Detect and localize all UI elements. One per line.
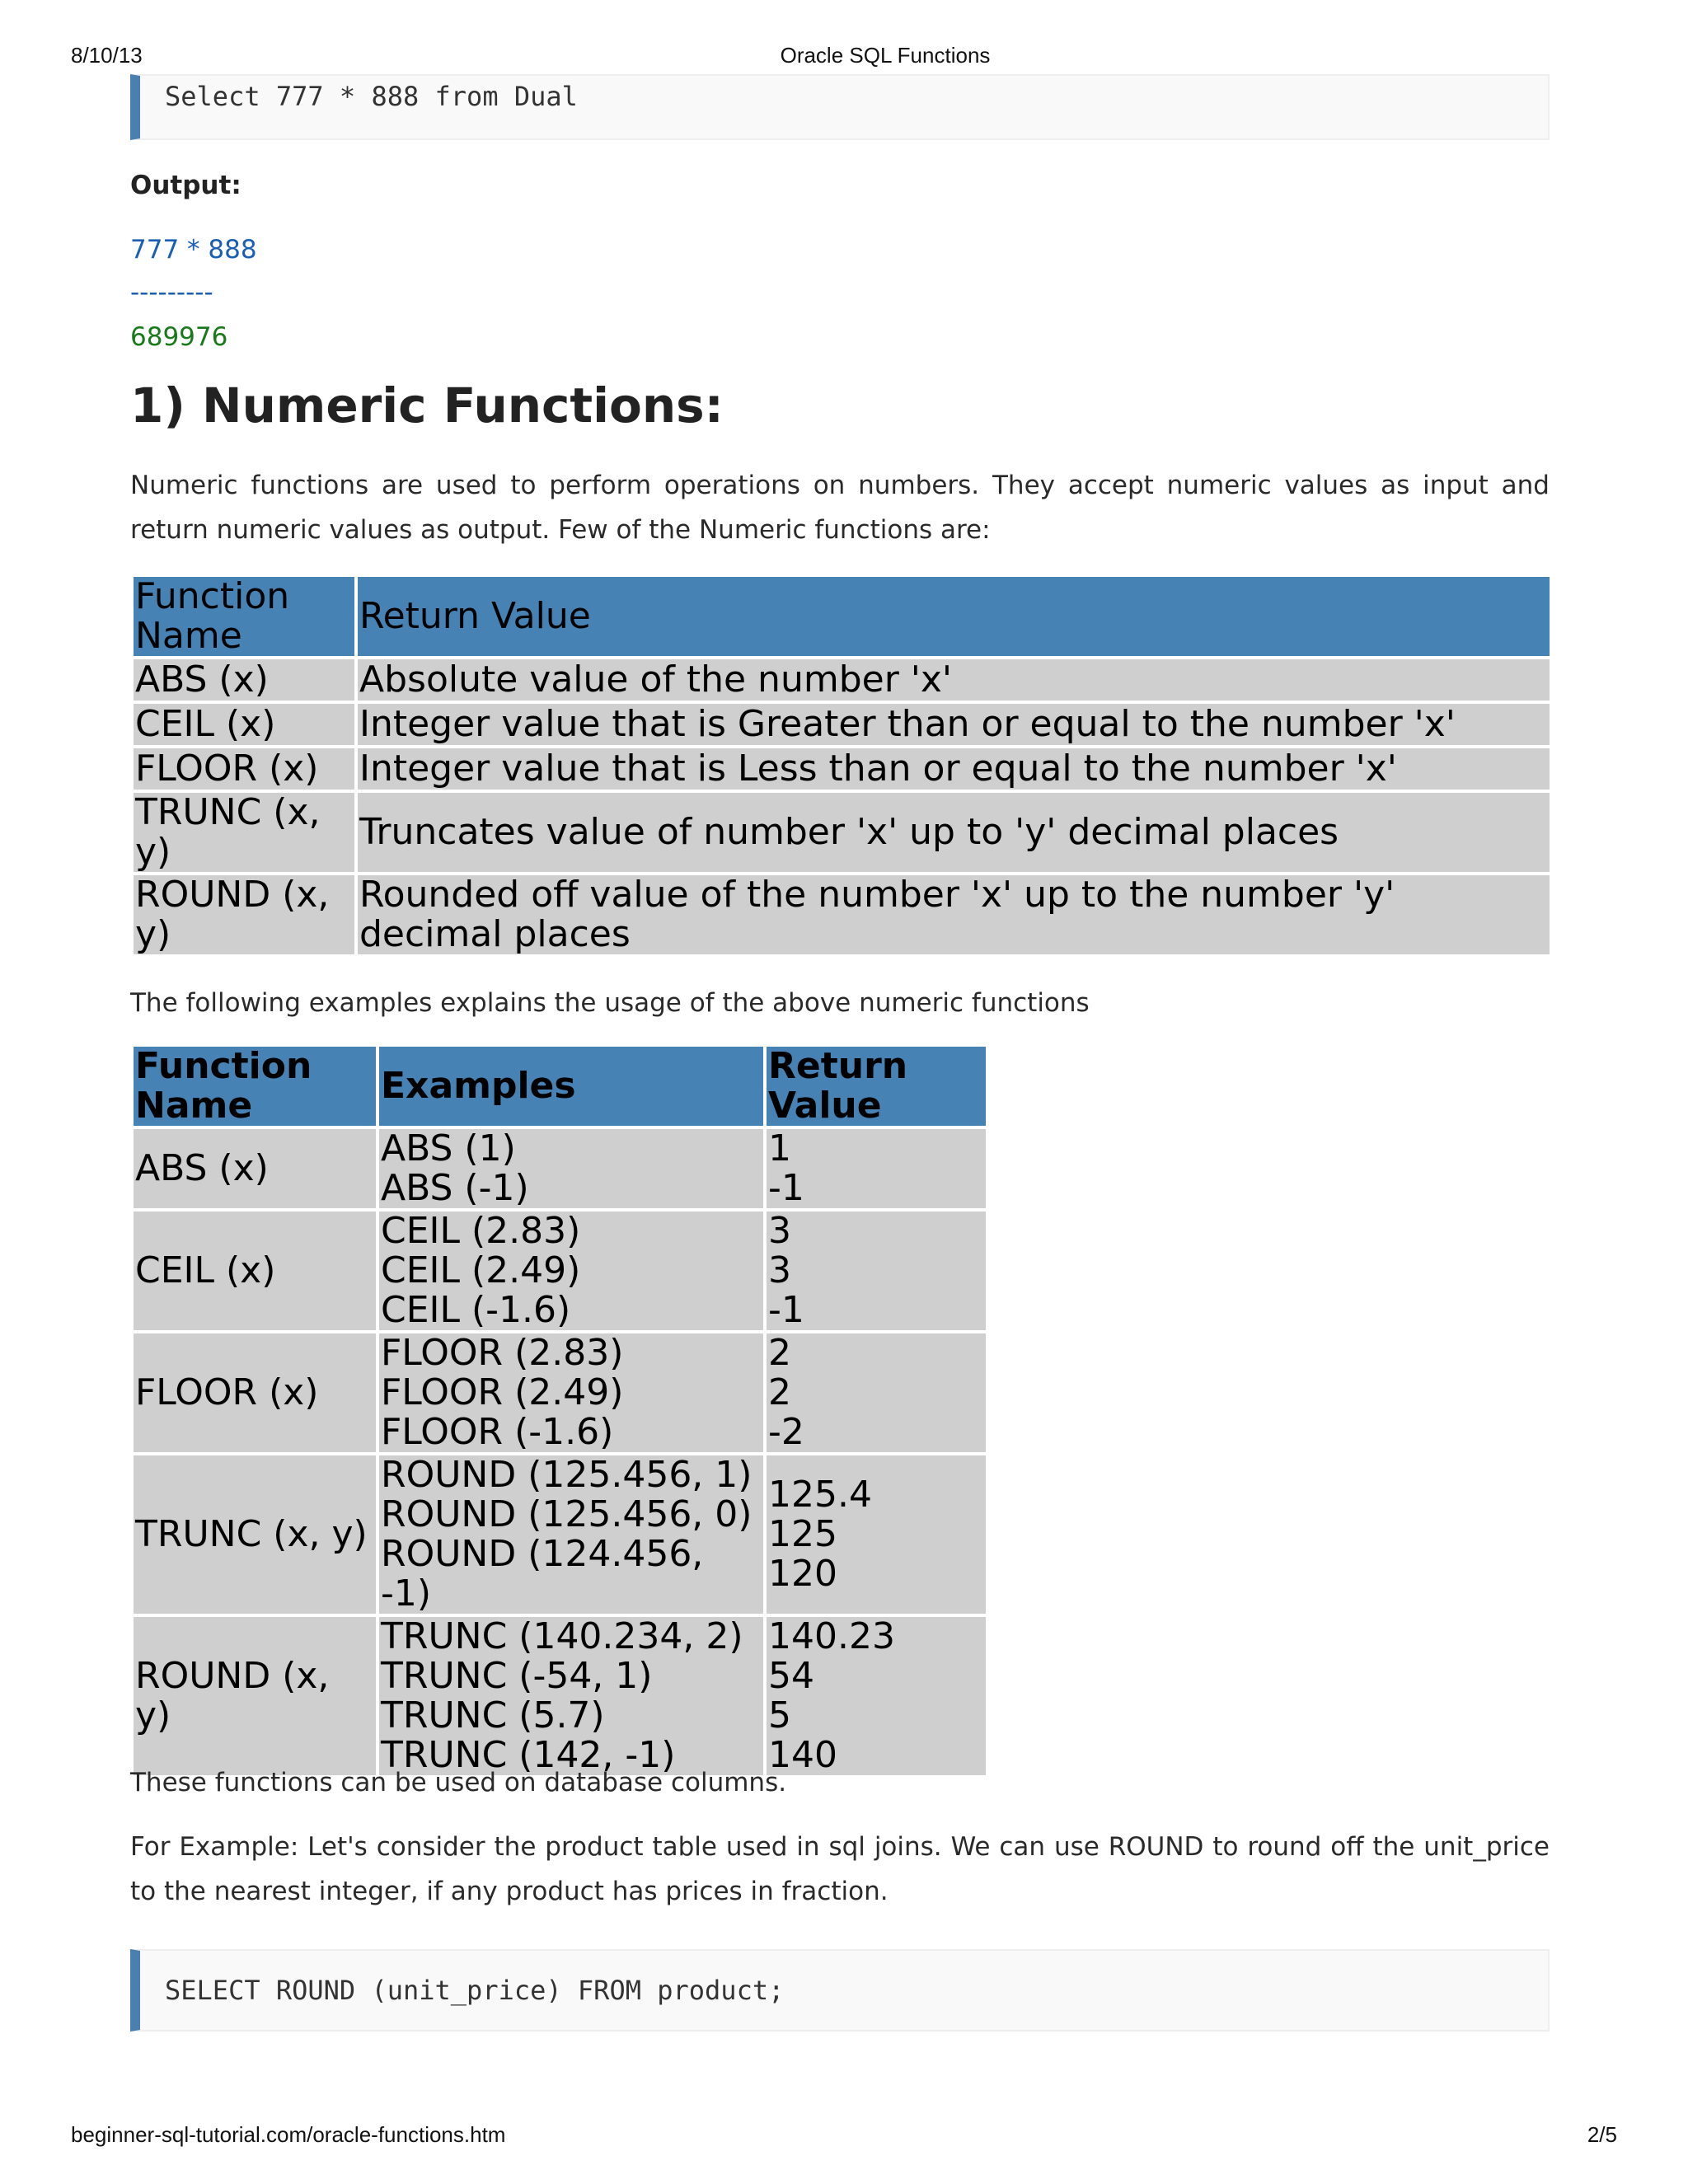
example-paragraph: For Example: Let's consider the product table used in sql joins. We can use ROUND to round off the unit_price to the nearest integer, if any product has prices in fraction. [130,1832,1550,1906]
function-name-cell: ROUND (x, y) [134,1617,376,1775]
function-name-cell: FLOOR (x) [134,748,354,790]
return-value-cell [767,1455,986,1614]
column-header: Function Name [134,577,354,656]
header-date: 8/10/13 [71,43,143,68]
return-value-cell: Truncates value of number 'x' up to 'y' decimal places [358,793,1550,872]
examples-cell [379,1212,763,1330]
function-name-cell: ROUND (x, y) [134,875,354,954]
code-text: SELECT ROUND (unit_price) FROM product; [165,1975,785,2006]
footer-page-number: 2/5 [1587,2122,1617,2147]
output-label: Output: [130,171,241,200]
return-value-line: -1 [768,1289,804,1331]
function-name-cell: ABS (x) [134,659,354,701]
examples-intro: The following examples explains the usage of the above numeric functions [130,988,1090,1018]
output-expression: 777 * 888 [130,235,257,265]
table-row [134,793,1550,872]
return-value-cell: Integer value that is Less than or equal to the number 'x' [358,748,1550,790]
header-title: Oracle SQL Functions [780,43,991,68]
return-value-line: -1 [768,1167,804,1209]
table-row [134,1333,986,1452]
code-block-select [130,74,1550,140]
example-line: ABS (1) [381,1127,516,1169]
return-value-line: 2 [768,1371,791,1413]
section-heading: 1) Numeric Functions: [130,377,724,434]
function-name-cell: ABS (x) [134,1129,376,1208]
example-line: FLOOR (-1.6) [381,1411,614,1453]
return-value-line: 2 [768,1332,791,1374]
return-value-cell [767,1333,986,1452]
return-value-cell [767,1212,986,1330]
return-value-line: 1 [768,1127,791,1169]
return-value-line: 125.4 [768,1474,872,1516]
numeric-functions-table [130,574,1553,958]
intro-paragraph: Numeric functions are used to perform operations on numbers. They accept numeric values as input and return numeric values as output. Few of the Numeric functions are: [130,471,1550,545]
example-line: FLOOR (2.83) [381,1332,624,1374]
output-separator: --------- [130,278,213,307]
examples-cell [379,1333,763,1452]
example-line: TRUNC (-54, 1) [381,1655,653,1697]
example-line: TRUNC (142, -1) [381,1734,676,1776]
return-value-cell [767,1617,986,1775]
return-value-line: 54 [768,1655,814,1697]
column-header: Return Value [767,1047,986,1126]
table-row [134,875,1550,954]
table-row [134,1455,986,1614]
db-note: These functions can be used on database columns. [130,1768,787,1797]
table-row [134,1212,986,1330]
footer-url: beginner-sql-tutorial.com/oracle-functions.htm [71,2122,506,2147]
examples-cell [379,1455,763,1614]
column-header: Examples [379,1047,763,1126]
return-value-line: 140 [768,1734,837,1776]
example-line: CEIL (-1.6) [381,1289,571,1331]
example-line: ABS (-1) [381,1167,529,1209]
table-header-row [134,577,1550,656]
function-name-cell: CEIL (x) [134,704,354,745]
example-line: TRUNC (140.234, 2) [381,1615,743,1657]
example-line: FLOOR (2.49) [381,1371,624,1413]
example-line: ROUND (124.456, -1) [381,1533,704,1615]
examples-table [130,1043,989,1779]
column-header: Return Value [358,577,1550,656]
example-line: ROUND (125.456, 0) [381,1493,753,1535]
table-row [134,704,1550,745]
code-block-round [130,1949,1550,2032]
return-value-line: 120 [768,1553,837,1595]
output-value: 689976 [130,322,228,352]
example-line: CEIL (2.83) [381,1210,581,1252]
return-value-line: 125 [768,1513,837,1555]
function-name-cell: TRUNC (x, y) [134,793,354,872]
return-value-cell: Integer value that is Greater than or equal to the number 'x' [358,704,1550,745]
table-row [134,1129,986,1208]
return-value-line: 3 [768,1249,791,1291]
table-header-row [134,1047,986,1126]
table-row [134,748,1550,790]
return-value-line: 140.23 [768,1615,895,1657]
example-line: CEIL (2.49) [381,1249,581,1291]
examples-cell [379,1617,763,1775]
return-value-line: -2 [768,1411,804,1453]
table-row [134,1617,986,1775]
return-value-cell: Absolute value of the number 'x' [358,659,1550,701]
example-line: TRUNC (5.7) [381,1694,605,1736]
code-text: Select 777 * 888 from Dual [165,81,578,112]
function-name-cell: CEIL (x) [134,1212,376,1330]
function-name-cell: FLOOR (x) [134,1333,376,1452]
return-value-cell: Rounded off value of the number 'x' up to the number 'y' decimal places [358,875,1550,954]
column-header: Function Name [134,1047,376,1126]
examples-cell [379,1129,763,1208]
function-name-cell: TRUNC (x, y) [134,1455,376,1614]
example-line: ROUND (125.456, 1) [381,1454,753,1496]
return-value-cell [767,1129,986,1208]
return-value-line: 3 [768,1210,791,1252]
return-value-line: 5 [768,1694,791,1736]
table-row [134,659,1550,701]
